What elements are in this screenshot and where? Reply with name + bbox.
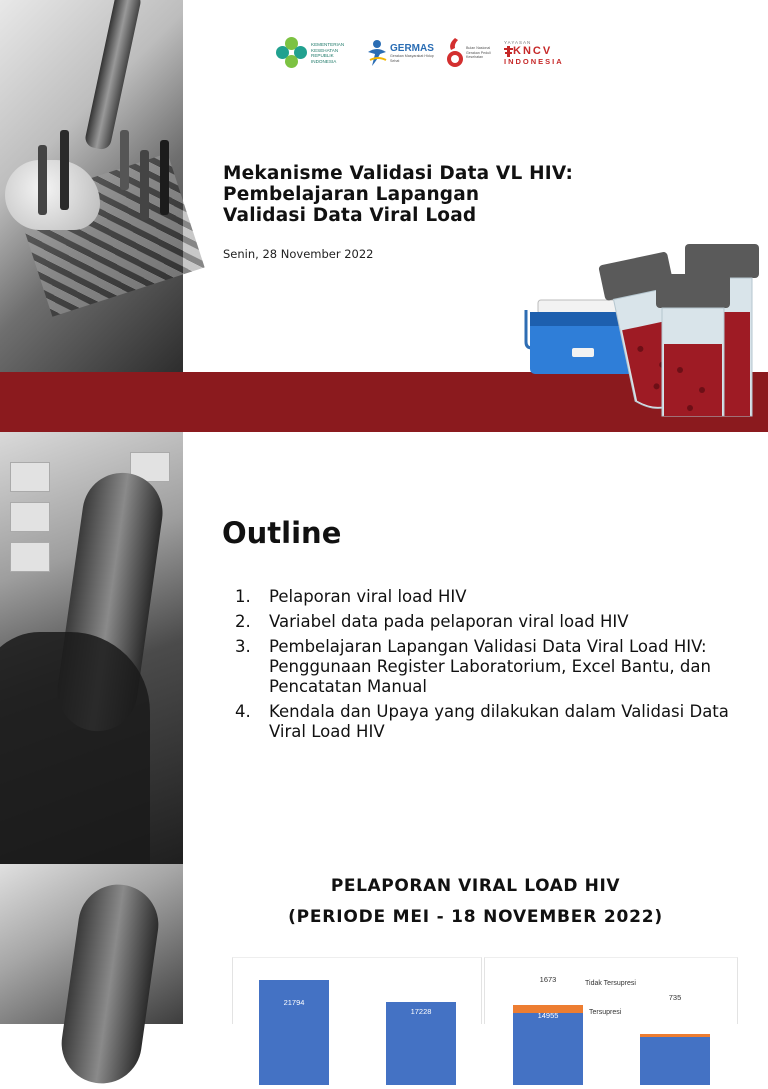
kemenkes-text: KEMENTERIAN KESEHATAN REPUBLIK INDONESIA bbox=[311, 42, 345, 64]
bar4-main-label: 9962 bbox=[666, 1020, 684, 1029]
pipette-shape bbox=[84, 0, 143, 151]
sample-transport-illustration bbox=[520, 240, 768, 432]
report-title: PELAPORAN VIRAL LOAD HIV bbox=[330, 876, 621, 896]
outline-item bbox=[235, 587, 735, 607]
outline-item bbox=[235, 612, 735, 632]
outline-list bbox=[235, 587, 735, 747]
kncv-logo bbox=[504, 33, 564, 73]
lab-photo-gloved-hand bbox=[0, 432, 183, 864]
outline-number: 3. bbox=[235, 637, 251, 656]
bar3-top-label: 1673 bbox=[539, 975, 557, 984]
outline-number: 1. bbox=[235, 587, 251, 606]
germas-name: GERMAS bbox=[390, 43, 434, 55]
title-slide bbox=[0, 0, 768, 432]
sample-tube bbox=[140, 150, 149, 220]
germas-subtitle: Gerakan Masyarakat Hidup Sehat bbox=[390, 54, 434, 63]
outline-title: Outline bbox=[222, 516, 342, 550]
bar-label-2: 17228 bbox=[410, 1007, 432, 1016]
lab-photo-blood-samples bbox=[0, 0, 183, 372]
report-period: (PERIODE MEI - 18 NOVEMBER 2022) bbox=[288, 907, 663, 927]
blood-tube-icon bbox=[598, 244, 759, 416]
legend-tidak-tersupresi: Tidak Tersupresi bbox=[585, 980, 636, 987]
sample-tube bbox=[38, 145, 47, 215]
report-slide bbox=[0, 864, 768, 1029]
gloved-hand-shape bbox=[5, 160, 100, 230]
campaign-text: Bulan Nasional Gerakan Peduli Kesehatan bbox=[466, 46, 491, 60]
campaign-icon bbox=[446, 36, 464, 70]
kncv-cross-icon bbox=[504, 46, 513, 57]
partner-logos bbox=[276, 33, 576, 73]
bar-label-1: 21794 bbox=[283, 998, 305, 1007]
bar4-tersupresi bbox=[640, 1037, 710, 1085]
legend-tersupresi: Tersupresi bbox=[589, 1009, 622, 1016]
outline-item bbox=[235, 637, 735, 697]
gloved-arm-shape bbox=[56, 879, 163, 1088]
kncv-name: KNCV bbox=[513, 45, 553, 57]
bar4-top-label: 735 bbox=[668, 993, 682, 1002]
sample-tube bbox=[60, 130, 69, 210]
sample-tube bbox=[120, 130, 129, 190]
shelf-box bbox=[10, 502, 50, 532]
outline-number: 4. bbox=[235, 702, 251, 721]
shelf-box bbox=[10, 542, 50, 572]
kemenkes-icon bbox=[276, 37, 308, 69]
slide-date: Senin, 28 November 2022 bbox=[223, 247, 374, 261]
slide-title: Mekanisme Validasi Data VL HIV: Pembelajaran Lapangan Validasi Data Viral Load bbox=[223, 163, 574, 226]
chart-panel-right bbox=[484, 957, 738, 1029]
kncv-subtitle: INDONESIA bbox=[504, 57, 564, 66]
health-campaign-logo bbox=[446, 33, 494, 73]
outline-text: Pembelajaran Lapangan Validasi Data Viral Load HIV: Penggunaan Register Laboratorium, Excel Bantu, dan Pencatatan Manual bbox=[269, 637, 711, 696]
kemenkes-logo bbox=[276, 33, 349, 73]
outline-slide bbox=[0, 432, 768, 864]
outline-text: Pelaporan viral load HIV bbox=[269, 587, 467, 606]
outline-text: Kendala dan Upaya yang dilakukan dalam Validasi Data Viral Load HIV bbox=[269, 702, 729, 741]
bar3-tersupresi bbox=[513, 1013, 583, 1085]
outline-number: 2. bbox=[235, 612, 251, 631]
lab-coat-shape bbox=[0, 632, 150, 872]
chart-panel-left bbox=[232, 957, 482, 1024]
bar-total-1 bbox=[259, 980, 329, 1085]
outline-text: Variabel data pada pelaporan viral load HIV bbox=[269, 612, 629, 631]
bar3-main-label: 14955 bbox=[537, 1011, 559, 1020]
lab-photo-gloved-hand bbox=[0, 864, 183, 1024]
kncv-small-text: YAYASAN bbox=[504, 40, 532, 45]
germas-logo bbox=[366, 33, 440, 73]
shelf-box bbox=[10, 462, 50, 492]
sample-tube bbox=[160, 140, 169, 215]
outline-item bbox=[235, 702, 735, 742]
germas-icon bbox=[366, 38, 388, 68]
